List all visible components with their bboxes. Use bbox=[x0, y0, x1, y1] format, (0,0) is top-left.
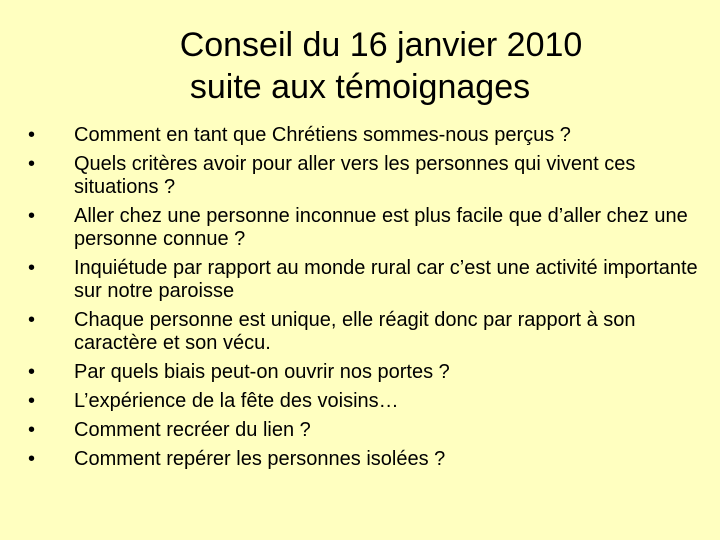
bullet-text: Aller chez une personne inconnue est plus facile que d’aller chez une personne connue ? bbox=[74, 205, 688, 250]
bullet-item bbox=[28, 124, 698, 147]
bullet-icon: • bbox=[28, 419, 36, 441]
bullet-item bbox=[28, 448, 698, 471]
bullet-icon: • bbox=[28, 124, 36, 146]
bullet-text: Chaque personne est unique, elle réagit donc par rapport à son caractère et son vécu. bbox=[74, 309, 636, 354]
bullet-icon: • bbox=[28, 309, 36, 331]
bullet-icon: • bbox=[28, 257, 36, 279]
slide-title bbox=[20, 24, 700, 108]
bullet-text: Comment recréer du lien ? bbox=[74, 419, 311, 441]
bullet-text: Comment repérer les personnes isolées ? bbox=[74, 448, 446, 470]
bullet-item bbox=[28, 390, 698, 413]
bullet-list bbox=[28, 124, 698, 477]
bullet-item bbox=[28, 309, 698, 355]
bullet-icon: • bbox=[28, 205, 36, 227]
bullet-text: Comment en tant que Chrétiens sommes-nous perçus ? bbox=[74, 124, 571, 146]
bullet-icon: • bbox=[28, 390, 36, 412]
bullet-text: Inquiétude par rapport au monde rural car c’est une activité importante sur notre paroisse bbox=[74, 257, 698, 302]
bullet-item bbox=[28, 419, 698, 442]
bullet-item bbox=[28, 205, 698, 251]
bullet-item bbox=[28, 361, 698, 384]
title-line: Conseil du 16 janvier 2010 bbox=[179, 26, 583, 64]
bullet-text: Quels critères avoir pour aller vers les personnes qui vivent ces situations ? bbox=[74, 153, 636, 198]
title-line: suite aux témoignages bbox=[189, 68, 531, 106]
bullet-icon: • bbox=[28, 153, 36, 175]
bullet-item bbox=[28, 153, 698, 199]
bullet-text: Par quels biais peut-on ouvrir nos portes ? bbox=[74, 361, 450, 383]
bullet-icon: • bbox=[28, 448, 36, 470]
bullet-item bbox=[28, 257, 698, 303]
bullet-icon: • bbox=[28, 361, 36, 383]
bullet-text: L’expérience de la fête des voisins… bbox=[74, 390, 399, 412]
